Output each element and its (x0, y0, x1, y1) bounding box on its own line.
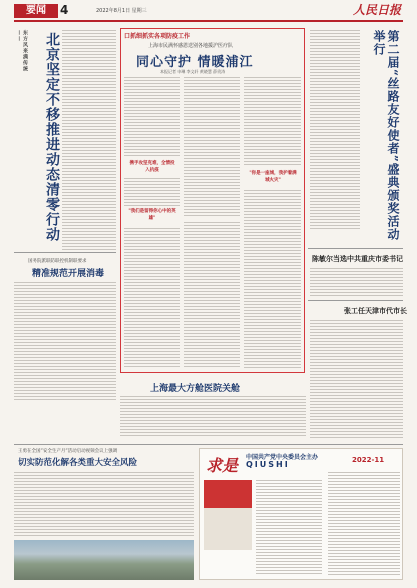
feature-body-col-3b (244, 190, 301, 368)
qiushi-name: QIUSHI (246, 460, 290, 469)
bottom-center-body (120, 396, 306, 438)
feature-body-col-1 (124, 77, 180, 157)
left-lower-body (14, 282, 116, 400)
left-lower-kicker: 国务院派联防联控机制联要求 (28, 259, 87, 264)
left-headline: 北京坚定不移推进动态清零行动 (44, 32, 60, 242)
bottom-divider (14, 444, 403, 445)
date-line: 2022年8月1日 星期三 (96, 8, 147, 14)
qiushi-cover-image (204, 480, 252, 550)
right-divider-1 (308, 248, 403, 249)
bottom-left-headline: 切实防范化解各类重大安全风险 (18, 458, 138, 468)
feature-subhead: 上海市民满怀感恩送别各地援沪医疗队 (148, 43, 234, 49)
left-kicker: 东方风来满传统—— (16, 30, 28, 72)
feature-body-col-1b (124, 178, 180, 206)
left-lower-headline: 精准规范开展消毒 (32, 269, 105, 279)
right-headline: 第二届“丝路友好使者”盛典颁奖活动举行 (372, 30, 400, 241)
qiushi-subtitle: 中国共产党中央委员会主办 (246, 454, 319, 461)
bottom-center-headline: 上海最大方舱医院关舱 (150, 384, 241, 394)
qiushi-issue: 2022-11 (352, 456, 385, 464)
feature-body-col-2b (184, 222, 240, 368)
bottom-left-body (14, 472, 194, 536)
left-divider (14, 252, 116, 253)
feature-section-2: "我们是留得你心中的英雄" (128, 209, 176, 221)
feature-headline: 同心守护 情暖浦江 (136, 55, 254, 70)
feature-byline: 本报记者 申琳 李文轩 黄晓慧 薛贵涛 (160, 69, 226, 74)
landscape-photo (14, 540, 194, 580)
feature-section-3: "你是一座城，我护着满城火灾" (249, 171, 297, 183)
right-item-1-body (310, 268, 403, 296)
qiushi-logo: 求是 (206, 456, 239, 475)
bottom-left-kicker: 王勇在全国”安全生产月”活动启动视频会议上强调 (18, 449, 118, 454)
qiushi-contents-left (256, 480, 322, 575)
right-item-2-body (310, 320, 403, 438)
qiushi-contents-right (328, 472, 400, 575)
right-body-top (310, 30, 360, 230)
right-item-1: 陈敏尔当选中共重庆市委书记 (312, 254, 403, 263)
newspaper-logo: 人民日报 (352, 3, 401, 17)
page-number: 4 (60, 3, 69, 17)
feature-section-1: 携手攻坚克难，全情投入抗疫 (129, 161, 175, 173)
feature-body-col-1c (124, 228, 180, 368)
feature-kicker: 口抓细抓实各项防疫工作 (124, 33, 191, 40)
header-rule (14, 20, 403, 22)
left-body-text (62, 30, 116, 250)
right-item-2: 张工任天津市代市长 (344, 306, 407, 315)
right-divider-2 (308, 300, 403, 301)
section-tag: 要闻 (14, 4, 58, 18)
feature-body-col-2 (184, 77, 240, 217)
feature-body-col-3 (244, 77, 301, 167)
